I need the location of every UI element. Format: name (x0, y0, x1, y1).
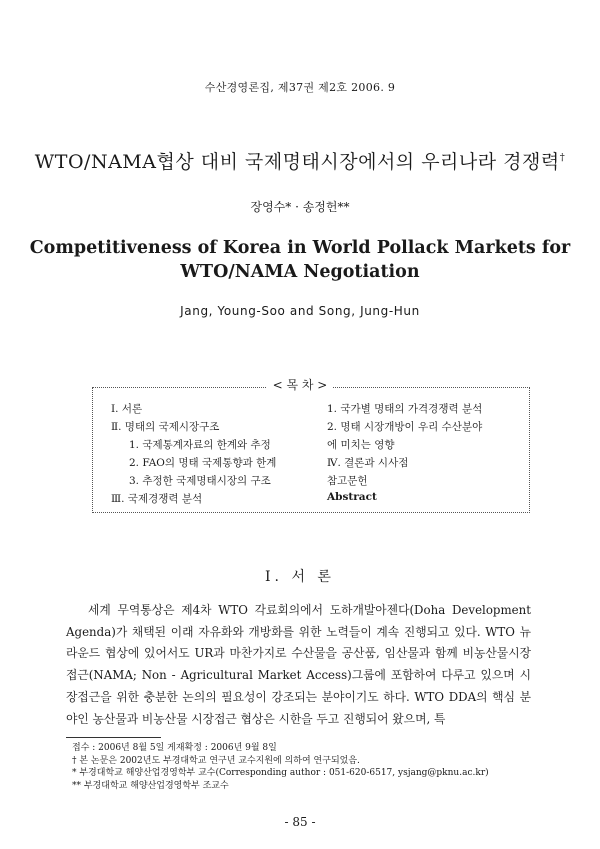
english-title-line-2: WTO/NAMA Negotiation (180, 262, 420, 282)
toc-right-item: 참고문헌 (327, 475, 368, 487)
toc-right-item: Ⅳ. 결론과 시사점 (327, 457, 409, 469)
korean-authors: 장영수* · 송정헌** (250, 200, 350, 214)
korean-title-text: WTO/NAMA협상 대비 국제명태시장에서의 우리나라 경쟁력 (34, 151, 560, 173)
english-title (0, 236, 600, 284)
toc-title-text: < 목 차 > (267, 378, 334, 392)
footnote-divider (66, 737, 161, 738)
toc-left-item: Ⅱ. 명태의 국제시장구조 (111, 421, 220, 433)
footnote-received: 접수 : 2006년 8월 5일 게재확정 : 2006년 9월 8일 (72, 743, 277, 753)
toc-right-item: Abstract (327, 491, 377, 503)
footnotes (72, 742, 532, 792)
english-title-line-1: Competitiveness of Korea in World Pollack Markets for (29, 238, 571, 258)
table-of-contents-box (92, 387, 530, 513)
toc-right-item: 에 미치는 영향 (327, 439, 395, 451)
toc-right-item: 2. 명태 시장개방이 우리 수산분야 (327, 421, 483, 433)
toc-title (0, 376, 600, 393)
title-footnote-mark: † (559, 152, 566, 164)
toc-right-item: 1. 국가별 명태의 가격경쟁력 분석 (327, 403, 483, 415)
korean-title (0, 147, 600, 174)
toc-left-item: 2. FAO의 명태 국제통향과 한계 (129, 457, 277, 469)
body-text (66, 600, 531, 730)
footnote-dagger: † 본 논문은 2002년도 부경대학교 연구년 교수지원에 의하여 연구되었음. (72, 755, 360, 766)
page-number: - 85 - (284, 815, 316, 829)
toc-left-item: Ⅰ. 서론 (111, 403, 143, 415)
section-heading: Ⅰ. 서 론 (265, 569, 335, 585)
footnote-author1: * 부경대학교 해양산업경영학부 교수(Corresponding author : 051-620-6517, ysjang@pknu.ac.kr) (72, 768, 489, 778)
toc-left-item: 3. 추정한 국제명태시장의 구조 (129, 475, 271, 487)
toc-left-item: Ⅲ. 국제경쟁력 분석 (111, 493, 203, 505)
english-authors: Jang, Young-Soo and Song, Jung-Hun (180, 304, 420, 318)
footnote-author2: ** 부경대학교 해양산업경영학부 조교수 (72, 780, 229, 791)
body-paragraph: 세계 무역통상은 제4차 WTO 각료회의에서 도하개발아젠다(Doha Development Agenda)가 채택된 이래 자유화와 개방화를 위한 노력들이 계속 진행되고 있다. WTO 뉴라운드 협상에 있어서도 UR과 마찬가지로 수산물을 공산품, 임산물과 함께 비농산물시장접근(NAMA; Non - Agricultural Market Access)그룹에 포함하여 다루고 있으며 시장접근을 위한 충분한 논의의 필요성이 강조되는 분야이기도 하다. WTO DDA의 핵심 분야인 농산물과 비농산물 시장접근 협상은 시한을 두고 진행되어 왔으며, 특 (66, 603, 531, 726)
journal-header: 수산경영론집, 제37권 제2호 2006. 9 (204, 81, 396, 94)
toc-left-item: 1. 국제통계자료의 한계와 추정 (129, 439, 271, 451)
